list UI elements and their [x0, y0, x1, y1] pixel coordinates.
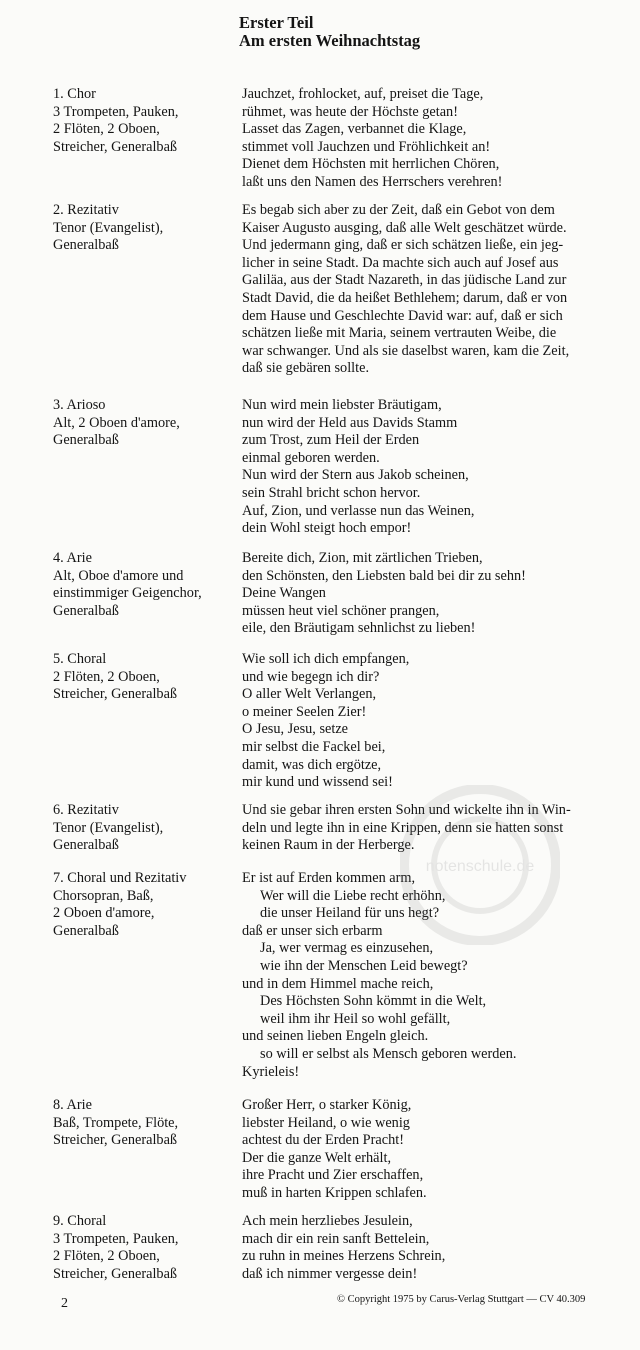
text-line: licher in seine Stadt. Da machte sich auch auf Josef aus: [242, 254, 559, 271]
scoring-line: Streicher, Generalbaß: [53, 686, 178, 703]
text-line: Kaiser Augusto ausging, daß alle Welt geschätzet würde.: [242, 219, 567, 236]
text-line: rühmet, was heute der Höchste getan!: [242, 103, 458, 120]
movement-scoring: [53, 202, 233, 255]
movement-scoring: [53, 1213, 233, 1283]
day-title: Am ersten Weihnachtstag: [239, 31, 421, 50]
text-line: dem Hause und Geschlechte David war: auf, daß er sich: [242, 307, 563, 324]
text-line: Kyrieleis!: [242, 1063, 300, 1080]
text-line: die unser Heiland für uns hegt?: [260, 905, 440, 922]
text-line: Der die ganze Welt erhält,: [242, 1149, 392, 1166]
scoring-line: Generalbaß: [53, 922, 119, 939]
text-line: Jauchzet, frohlocket, auf, preiset die Tage,: [242, 86, 484, 102]
movement-heading: 5. Choral: [53, 651, 107, 667]
movement-text: [242, 1213, 620, 1283]
text-line: stimmet voll Jauchzen und Fröhlichkeit an!: [242, 138, 491, 155]
movement-heading: 4. Arie: [53, 550, 92, 566]
movement-scoring: [53, 550, 233, 620]
text-line: so will er selbst als Mensch geboren werden.: [260, 1045, 517, 1062]
text-line: o meiner Seelen Zier!: [242, 703, 367, 720]
text-line: deln und legte ihn in eine Krippen, denn sie hatten sonst: [242, 819, 564, 836]
text-line: daß ich nimmer vergesse dein!: [242, 1265, 418, 1282]
text-line: achtest du der Erden Pracht!: [242, 1132, 404, 1149]
scoring-line: 2 Flöten, 2 Oboen,: [53, 1248, 160, 1265]
text-line: mach dir ein rein sanft Bettelein,: [242, 1230, 430, 1247]
page-number: 2: [61, 1296, 68, 1311]
text-line: Dienet dem Höchsten mit herrlichen Chören,: [242, 156, 500, 173]
movement-text: [242, 651, 620, 792]
watermark-logo: [400, 785, 560, 945]
text-line: war schwanger. Und als sie daselbst waren, kam die Zeit,: [242, 342, 570, 359]
text-line: O Jesu, Jesu, setze: [242, 721, 349, 738]
scoring-line: Tenor (Evangelist),: [53, 219, 164, 236]
scoring-line: 2 Flöten, 2 Oboen,: [53, 121, 160, 138]
text-line: mir kund und wissend sei!: [242, 774, 393, 791]
text-line: Lasset das Zagen, verbannet die Klage,: [242, 121, 467, 138]
movement-heading: 7. Choral und Rezitativ: [53, 870, 187, 886]
text-line: wie ihn der Menschen Leid bewegt?: [260, 957, 468, 974]
text-line: sein Strahl bricht schon hervor.: [242, 484, 421, 501]
watermark-text: notenschule.de: [425, 858, 535, 875]
text-line: damit, was dich ergötze,: [242, 756, 382, 773]
section-title: [239, 14, 420, 50]
movement-heading: 8. Arie: [53, 1097, 92, 1113]
text-line: ihre Pracht und Zier erschaffen,: [242, 1167, 424, 1184]
text-line: und wie begegn ich dir?: [242, 668, 380, 685]
scoring-line: Streicher, Generalbaß: [53, 138, 178, 155]
text-line: Deine Wangen: [242, 585, 326, 602]
text-line: Er ist auf Erden kommen arm,: [242, 870, 416, 886]
text-line: Großer Herr, o starker König,: [242, 1097, 412, 1113]
text-line: nun wird der Held aus Davids Stamm: [242, 414, 458, 431]
movement-heading: 9. Choral: [53, 1213, 107, 1229]
text-line: Wer will die Liebe recht erhöhn,: [260, 887, 446, 904]
text-line: Wie soll ich dich empfangen,: [242, 651, 410, 667]
part-title: Erster Teil: [239, 13, 314, 32]
text-line: den Schönsten, den Liebsten bald bei dir zu sehn!: [242, 567, 526, 584]
text-line: Und sie gebar ihren ersten Sohn und wickelte ihn in Win-: [242, 802, 571, 818]
text-line: einmal geboren werden.: [242, 449, 380, 466]
text-line: mir selbst die Fackel bei,: [242, 738, 386, 755]
movement-text: [242, 550, 620, 638]
movement-scoring: [53, 397, 233, 450]
text-line: Galiläa, aus der Stadt Nazareth, in das jüdische Land zur: [242, 272, 567, 289]
movement-heading: 2. Rezitativ: [53, 202, 119, 218]
text-line: zu ruhn in meines Herzens Schrein,: [242, 1248, 446, 1265]
movement-scoring: [53, 651, 233, 704]
text-line: keinen Raum in der Herberge.: [242, 837, 415, 854]
text-line: dein Wohl steigt hoch empor!: [242, 520, 412, 537]
text-line: Und jedermann ging, daß er sich schätzen ließe, ein jeg-: [242, 237, 564, 254]
text-line: Nun wird mein liebster Bräutigam,: [242, 397, 442, 413]
scoring-line: Streicher, Generalbaß: [53, 1265, 178, 1282]
text-line: Bereite dich, Zion, mit zärtlichen Trieben,: [242, 550, 483, 566]
scoring-line: Tenor (Evangelist),: [53, 819, 164, 836]
scoring-line: Alt, Oboe d'amore und: [53, 567, 184, 584]
text-line: Ja, wer vermag es einzusehen,: [260, 940, 434, 957]
text-line: daß sie gebären sollte.: [242, 360, 370, 377]
scoring-line: 3 Trompeten, Pauken,: [53, 1230, 179, 1247]
scoring-line: Alt, 2 Oboen d'amore,: [53, 414, 180, 431]
scoring-line: Baß, Trompete, Flöte,: [53, 1114, 179, 1131]
movement-scoring: [53, 802, 233, 855]
text-line: liebster Heiland, o wie wenig: [242, 1114, 410, 1131]
movement-scoring: [53, 86, 233, 156]
movement-heading: 3. Arioso: [53, 397, 106, 413]
text-line: Nun wird der Stern aus Jakob scheinen,: [242, 467, 469, 484]
text-line: müssen heut viel schöner prangen,: [242, 602, 440, 619]
copyright-notice: © Copyright 1975 by Carus-Verlag Stuttgart — CV 40.309: [337, 1294, 586, 1305]
scoring-line: 2 Oboen d'amore,: [53, 905, 155, 922]
text-line: O aller Welt Verlangen,: [242, 686, 377, 703]
scoring-line: 3 Trompeten, Pauken,: [53, 103, 179, 120]
movement-text: [242, 202, 620, 378]
movement-text: [242, 1097, 620, 1203]
text-line: Es begab sich aber zu der Zeit, daß ein Gebot von dem: [242, 202, 555, 218]
text-line: laßt uns den Namen des Herrschers verehren!: [242, 173, 503, 190]
movement-text: [242, 86, 620, 192]
text-line: Auf, Zion, und verlasse nun das Weinen,: [242, 502, 475, 519]
movement-scoring: [53, 870, 233, 940]
scoring-line: Chorsopran, Baß,: [53, 887, 154, 904]
text-line: weil ihm ihr Heil so wohl gefällt,: [260, 1010, 451, 1027]
text-line: eile, den Bräutigam sehnlichst zu lieben!: [242, 620, 476, 637]
text-line: Des Höchsten Sohn kömmt in die Welt,: [260, 993, 487, 1010]
text-line: und in dem Himmel mache reich,: [242, 975, 434, 992]
text-line: Ach mein herzliebes Jesulein,: [242, 1213, 413, 1229]
text-line: daß er unser sich erbarm: [242, 922, 383, 939]
movement-heading: 1. Chor: [53, 86, 96, 102]
text-line: schätzen ließe mit Maria, seinem vertrauten Weibe, die: [242, 325, 557, 342]
scoring-line: 2 Flöten, 2 Oboen,: [53, 668, 160, 685]
scoring-line: Generalbaß: [53, 837, 119, 854]
text-line: und seinen lieben Engeln gleich.: [242, 1028, 429, 1045]
scoring-line: Generalbaß: [53, 432, 119, 449]
scoring-line: Generalbaß: [53, 602, 119, 619]
text-line: Stadt David, die da heißet Bethlehem; darum, daß er von: [242, 289, 568, 306]
text-line: muß in harten Krippen schlafen.: [242, 1184, 427, 1201]
movement-text: [242, 397, 620, 538]
scoring-line: Streicher, Generalbaß: [53, 1132, 178, 1149]
movement-scoring: [53, 1097, 233, 1150]
scoring-line: einstimmiger Geigenchor,: [53, 585, 202, 602]
scoring-line: Generalbaß: [53, 237, 119, 254]
movement-heading: 6. Rezitativ: [53, 802, 119, 818]
text-line: zum Trost, zum Heil der Erden: [242, 432, 420, 449]
